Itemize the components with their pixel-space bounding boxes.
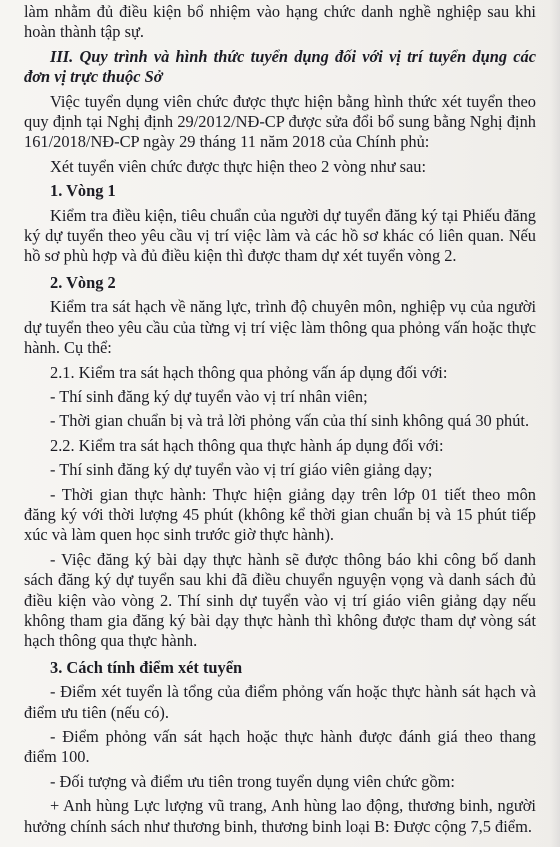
two-rounds-paragraph: Xét tuyển viên chức được thực hiện theo 2 vòng như sau: (50, 156, 427, 176)
item-2-1-a: - Thí sinh đăng ký dự tuyển vào vị trí nhân viên; (50, 386, 368, 406)
section-3-heading: III. Quy trình và hình thức tuyển dụng đối với vị trí tuyển dụng các đơn vị trực thuộc Sở (24, 46, 536, 87)
item-2-2-b: - Thời gian thực hành: Thực hiện giảng dạy trên lớp 01 tiết theo môn đăng ký với thời lượng 45 phút (không kể thời gian chuẩn bị và 15 phút tiếp xúc và làm quen học sinh trước giờ thực hành). (24, 484, 536, 545)
item-2-2: 2.2. Kiểm tra sát hạch thông qua thực hành áp dụng đối với: (50, 435, 444, 455)
score-item-a: - Điểm xét tuyển là tổng của điểm phỏng vấn hoặc thực hành sát hạch và điểm ưu tiên (nếu có). (24, 682, 536, 722)
item-2-2-a: - Thí sinh đăng ký dự tuyển vào vị trí giáo viên giảng dạy; (50, 460, 433, 480)
score-item-c: - Đối tượng và điểm ưu tiên trong tuyển dụng viên chức gồm: (50, 771, 455, 791)
score-item-d: + Anh hùng Lực lượng vũ trang, Anh hùng lao động, thương binh, người hưởng chính sách như thương binh, thương binh loại B: Được cộng 7,5 điểm. (24, 796, 536, 836)
item-2-2-c: - Việc đăng ký bài dạy thực hành sẽ được thông báo khi công bố danh sách đăng ký dự tuyển sau khi đã điều chuyển nguyện vọng và danh sách đủ điều kiện vào vòng 2. Thí sinh dự tuyển vào vị trí giáo viên giảng dạy nếu không tham gia đăng ký bài dạy thực hành thì không được tham dự vòng sát hạch thông qua thực hành. (24, 549, 536, 651)
round-2-paragraph: Kiểm tra sát hạch về năng lực, trình độ chuyên môn, nghiệp vụ của người dự tuyển theo yêu cầu của từng vị trí việc làm thông qua phỏng vấn hoặc thực hành. Cụ thể: (24, 297, 536, 358)
score-item-b: - Điểm phỏng vấn sát hạch hoặc thực hành được đánh giá theo thang điểm 100. (24, 727, 536, 767)
round-1-paragraph: Kiểm tra điều kiện, tiêu chuẩn của người dự tuyển đăng ký tại Phiếu đăng ký dự tuyển theo yêu cầu vị trí việc làm và các hồ sơ khác có liên quan. Nếu hồ sơ phù hợp và đủ điều kiện thì được tham dự xét tuyển vòng 2. (24, 205, 536, 266)
section-3-3-heading: 3. Cách tính điểm xét tuyển (50, 657, 243, 677)
intro-paragraph: làm nhằm đủ điều kiện bổ nhiệm vào hạng chức danh nghề nghiệp sau khi hoàn thành tập sự. (24, 2, 536, 42)
item-2-1: 2.1. Kiểm tra sát hạch thông qua phỏng vấn áp dụng đối với: (50, 362, 448, 382)
round-1-heading: 1. Vòng 1 (50, 181, 116, 201)
round-2-heading: 2. Vòng 2 (50, 272, 116, 292)
item-2-1-b: - Thời gian chuẩn bị và trả lời phỏng vấn của thí sinh không quá 30 phút. (50, 411, 530, 431)
recruitment-method-paragraph: Việc tuyển dụng viên chức được thực hiện bằng hình thức xét tuyển theo quy định tại Nghị định 29/2012/NĐ-CP được sửa đổi bổ sung bằng Nghị định 161/2018/NĐ-CP ngày 29 tháng 11 năm 2018 của Chính phủ: (24, 91, 536, 152)
